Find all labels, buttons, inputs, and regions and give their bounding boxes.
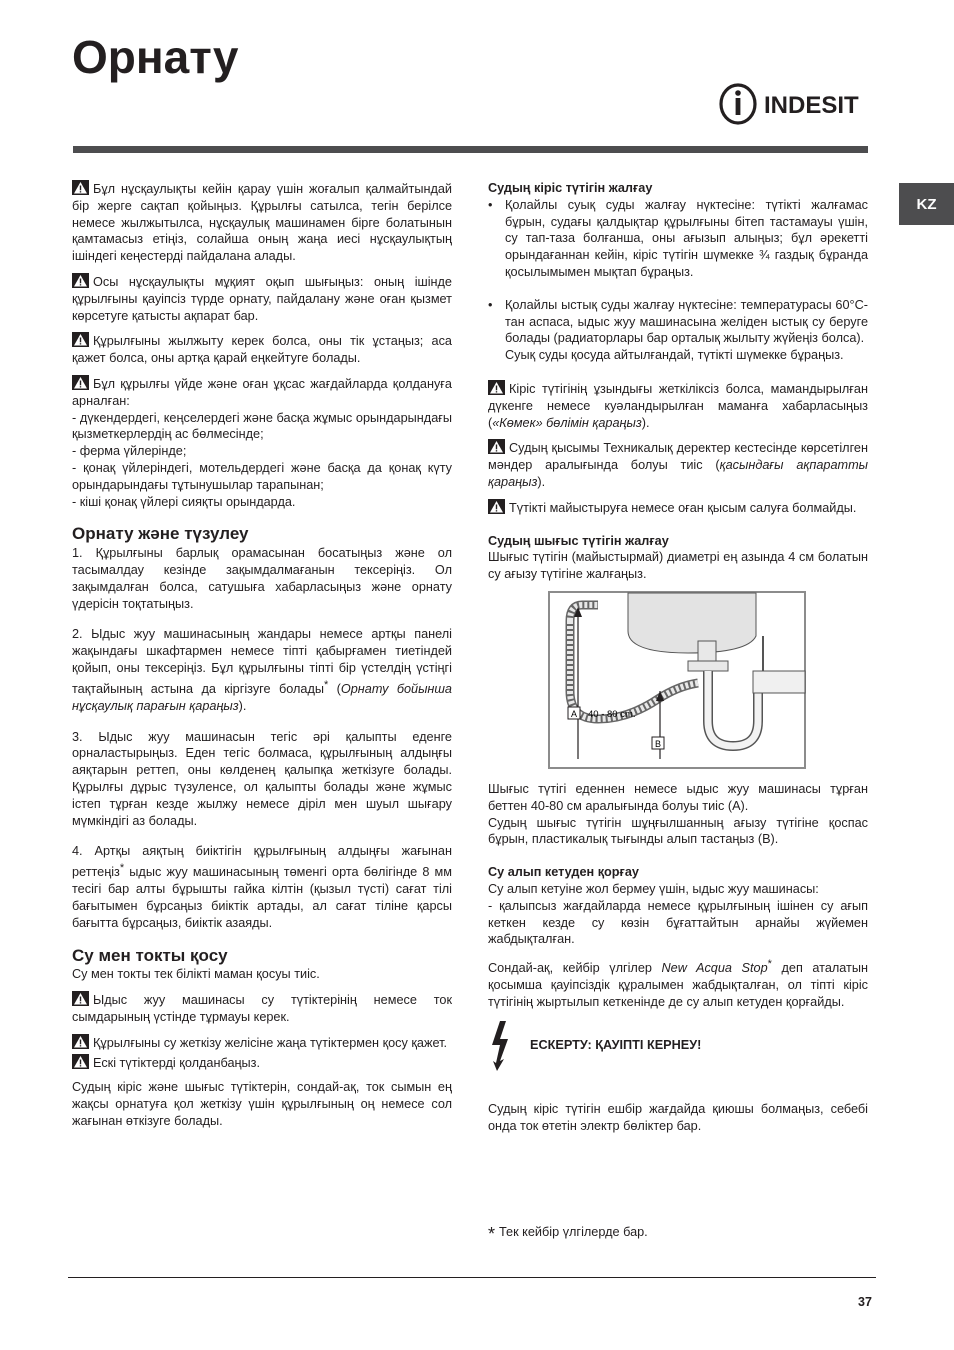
- step4-text-rest: ыдыс жуу машинасының төменгі орта бөлігінде 8 мм тесігі бар алты бұрышты гайка кілтін (қызыл түсті) сағат тілі бағытымен бұрсаңыз биіктік артады, ал сағат тіліне қарсы бағытта бұрсаңыз, биіктік азаяды.: [72, 865, 452, 930]
- list-item: [488, 297, 868, 364]
- step2-reference: Орнату бойынша нұсқаулық парағын қараңыз: [72, 681, 452, 713]
- warning-text: Ескі түтіктерді қолданбаңыз.: [93, 1055, 260, 1070]
- footnote-text: Тек кейбір үлгілерде бар.: [499, 1225, 648, 1239]
- warning-icon: [72, 991, 89, 1006]
- water-intro: Су мен токты тек білікті маман қосуы тиіс.: [72, 967, 320, 982]
- footnote: [488, 1224, 648, 1245]
- footnote-star: *: [323, 678, 329, 691]
- water-outro: Судың кіріс және шығыс түтіктерін, сондай-ақ, ток сымын ең жақсы орнатуға қол жеткізу үшін құрылғының оң немесе сол жағынан өткізуге болады.: [72, 1080, 452, 1128]
- warning-icon: [72, 332, 89, 347]
- warning-paragraph: [72, 180, 452, 265]
- warning-text: Осы нұсқаулықты мұқият оқып шығыңыз: оның ішінде құрылғыны қауіпсіз түрде орнату, пайдалану және оған қызмет көрсетуге қатысты ақпарат бар.: [72, 274, 452, 323]
- warning-paragraph: [488, 499, 868, 517]
- usage-item: - дүкендердегі, кеңселердегі және басқа жұмыс орындарындағы қызметкерлердің ас бөлмесінде;: [72, 410, 452, 442]
- warning-text: Түтікті майыстыруға немесе оған қысым салуға болмайды.: [509, 500, 857, 515]
- warning-text: Құрылғыны су жеткізу желісіне жаңа түтіктермен қосу қажет.: [93, 1035, 448, 1050]
- warning-text: Бұл нұсқаулықты кейін қарау үшін жоғалып қалмайтындай бір жерге сақтап қойыңыз. Құрылғы сатылса, тегін берілсе немесе жылжытылса, нұсқаулық машинамен бірге болатынын қамтамасыз етіңіз, солайша оның жаңа иесі нұсқаулықтың ішіндегі кеңестерді пайдалана алады.: [72, 182, 452, 264]
- warning-reference: қасындағы ақпаратты қараңыз: [488, 458, 868, 489]
- footnote-star: *: [488, 1224, 496, 1244]
- figure-range-label: 40 - 80 cm.: [588, 708, 636, 720]
- step4-text: 4. Артқы аяқтың биіктігін құрылғының алдыңғы жағынан реттеңіз: [72, 844, 452, 880]
- outlet-text: Шығыс түтігін (майыстырмай) диаметрі ең азында 4 см болатын су ағызу түтігіне жалғаңыз.: [488, 550, 868, 582]
- alert-label: ЕСКЕРТУ: ҚАУІПТІ КЕРНЕУ!: [530, 1038, 702, 1053]
- flood-item: - қалыпсыз жағдайларда немесе құрылғының ішінен су ағып кеткен кезде су көзін бұғаттайтын арнайы жүйемен жабдықталған.: [488, 898, 868, 947]
- flood-extra: [488, 956, 868, 1011]
- warning-icon: [72, 375, 89, 390]
- section-heading-install: Орнату және түзулеу: [72, 524, 249, 544]
- install-step: 2. Ыдыс жуу машинасының жандары немесе артқы панелі жақындағы шкафтармен немесе тіпті қабырғамен тиетіндей қойып, оны тексеріңіз. Бұл құрылғыны тіпті бір үстелдің үстіңгі тақтайының астына да кіргізуге болады* (Орнату бойынша нұсқаулық парағын қараңыз).: [72, 627, 452, 713]
- subheading-outlet: Судың шығыс түтігін жалғау: [488, 533, 669, 548]
- install-step: [72, 843, 452, 931]
- subheading-inlet: Судың кіріс түтігін жалғау: [488, 181, 653, 195]
- inlet-hot-text: Қолайлы ыстық суды жалғау нүктесіне: температурасы 60°С-тан аспаса, ыдыс жуу машинасына желіден ыстық су беруге болады (радиаторлары бар орталық жылыту жүйеңіз болса).: [505, 297, 868, 346]
- subheading-flood: Су алып кетуден қорғау: [488, 865, 639, 880]
- outlet-note-a: Шығыс түтігі еденнен немесе ыдыс жуу машинасы тұрған беттен 40-80 см аралығында болуы тиіс (А).: [488, 781, 868, 813]
- warning-icon: [72, 1034, 89, 1049]
- page-title: Орнату: [72, 31, 239, 83]
- left-column: [72, 180, 452, 1138]
- warning-text: Кіріс түтігінің ұзындығы жеткіліксіз болса, мамандырылған дүкенге немесе куәландырылған маманға хабарласыңыз (: [488, 381, 868, 430]
- warning-icon: [488, 499, 505, 514]
- lightning-bolt-icon: [488, 1021, 514, 1071]
- warning-icon: [72, 180, 89, 195]
- drain-diagram: [548, 591, 806, 769]
- warning-paragraph: [72, 1034, 452, 1052]
- page-number: 37: [858, 1295, 872, 1309]
- inlet-list: [488, 197, 868, 364]
- warning-text: Ыдыс жуу машинасы су түтіктерінің немесе ток сымдарының үстінде тұрмауы керек.: [72, 993, 452, 1024]
- warning-text: Құрылғыны жылжыту керек болса, оны тік ұстаңыз; аса қажет болса, оны артқа қарай еңкейтуге болады.: [72, 334, 452, 366]
- install-steps: [72, 545, 452, 931]
- brand-text: INDESIT: [764, 92, 859, 119]
- warning-icon: [72, 273, 89, 288]
- usage-intro: Бұл құрылғы үйде және оған ұқсас жағдайларда қолдануға арналған:: [72, 376, 452, 408]
- warning-reference: «Көмек» бөлімін қараңыз: [492, 415, 642, 430]
- footnote-star: *: [767, 958, 772, 971]
- warning-paragraph: [72, 991, 452, 1026]
- warning-paragraph: [72, 332, 452, 367]
- footnote-star: *: [119, 862, 125, 875]
- warning-paragraph: [72, 273, 452, 324]
- warning-icon: [488, 380, 505, 395]
- usage-paragraph: [72, 375, 452, 510]
- language-tab: KZ: [899, 183, 954, 225]
- model-name: New Acqua Stop: [661, 961, 768, 976]
- install-step: 3. Ыдыс жуу машинасын тегіс әрі қалыпты еденге орналастырыңыз. Еден тегіс болмаса, құрылғының алдыңғы аяқтарын реттеп, оны көлденең қалыпқа жеткізуге болады. Құрылғы дұрыс түзуленсе, ол қалыпты болады және жұмыс істеп тұрған кезде жылжу немесе діріл мен шуыл шығару мүмкіндігі аз болады.: [72, 729, 452, 828]
- warning-icon: [488, 439, 505, 454]
- list-item: • Қолайлы суық суды жалғау нүктесіне: түтікті жалғамас бұрын, судағы қалдықтар құрылғыны бітеп тастамауы үшін, су тап-таза болғанша, оны ағызып алыңыз; бұл әрекетті орындағаннан кейін, кіріс түтігін шүмекке ¾ газдық бұранда қосылымымен мықтап бұраңыз.: [488, 197, 868, 281]
- warning-paragraph: [72, 1054, 452, 1072]
- flood-extra-text: Сондай-ақ, кейбір үлгілер: [488, 961, 662, 976]
- inlet-hot-note: Суық суды қосуда айтылғандай, түтікті шүмекке бұраңыз.: [505, 348, 844, 363]
- warning-icon: [72, 1054, 89, 1069]
- usage-item: - қонақ үйлеріндегі, мотельдердегі және басқа да қонақ күту орындарындағы тұтынушылар тарапынан;: [72, 460, 452, 492]
- step2-text: 2. Ыдыс жуу машинасының жандары немесе артқы панелі жақындағы шкафтармен немесе тіпті қабырғамен тиетіндей қойып, оны тексеріңіз. Бұл құрылғыны тіпті бір үстелдің үстіңгі тақтайының астына да кіргізуге болады: [72, 627, 452, 696]
- flood-text: [488, 881, 868, 948]
- outlet-note: [488, 781, 868, 848]
- install-step: 1. Құрылғыны барлық орамасынан босатыңыз және ол тасымалдау кезінде зақымдалмағанын тексеріңіз. Ол зақымдалған болса, сатушыға хабарласыңыз және орнату үдерісін тоқтатыңыз.: [72, 546, 452, 611]
- usage-item: - кіші қонақ үйлері сияқты орындарда.: [72, 494, 296, 509]
- usage-item: - ферма үйлерінде;: [72, 444, 187, 459]
- outlet-note-b: Судың шығыс түтігін шұңғылшанның ағызу түтігіне қоспас бұрын, пластикалық тығынды алып тастаңыз (B).: [488, 815, 868, 847]
- voltage-alert: [488, 1021, 868, 1071]
- warning-paragraph: Кіріс түтігінің ұзындығы жеткіліксіз болса, мамандырылған дүкенге немесе куәландырылған маманға хабарласыңыз («Көмек» бөлімін қараңыз).: [488, 381, 868, 430]
- warning-paragraph: Судың қысымы Техникалық деректер кестесінде көрсетілген мәндер аралығында болуы тиіс (қасындағы ақпаратты қараңыз).: [488, 441, 868, 489]
- flood-intro: Су алып кетуіне жол бермеу үшін, ыдыс жуу машинасы:: [488, 881, 819, 896]
- alert-text: Судың кіріс түтігін ешбір жағдайда қиюшы болмаңыз, себебі онда ток өтетін электр бөліктер бар.: [488, 1101, 868, 1133]
- figure-label-b: B: [654, 738, 662, 749]
- section-heading-water: Су мен токты қосу: [72, 945, 228, 965]
- indesit-logo: [718, 82, 870, 126]
- header-rule: [73, 146, 868, 153]
- warning-text: Судың қысымы Техникалық деректер кестесінде көрсетілген мәндер аралығында болуы тиіс (: [488, 441, 868, 473]
- footer-rule: [68, 1277, 876, 1278]
- flood-extra-rest: деп аталатын қосымша қауіпсіздік құралымен жабдықталған, ол тіпті кіріс түтігінің жыртылып кеткенінде де су алып кетуден қорғайды.: [488, 961, 868, 1009]
- right-column: [488, 180, 868, 1142]
- figure-label-a: A: [570, 708, 578, 719]
